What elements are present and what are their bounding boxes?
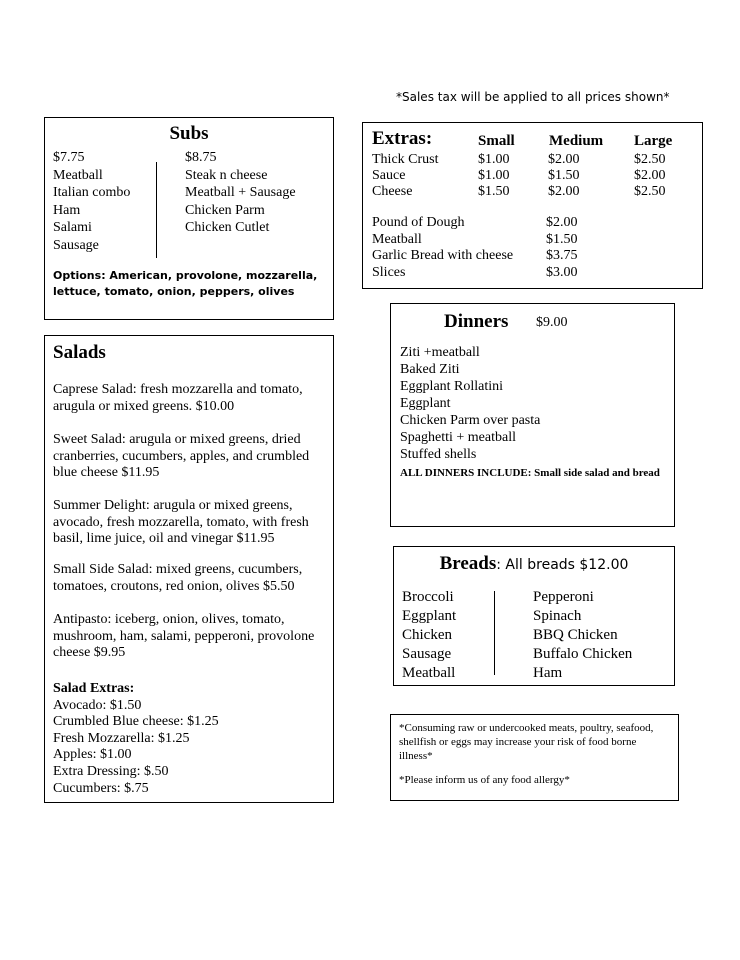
salad-extras-title: Salad Extras: bbox=[53, 681, 135, 696]
salad-extra-item: Crumbled Blue cheese: $1.25 bbox=[53, 714, 219, 730]
extras-row-name: Sauce bbox=[372, 168, 406, 183]
breads-divider bbox=[494, 591, 495, 675]
salad-extra-item: Cucumbers: $.75 bbox=[53, 780, 149, 796]
price: $2.00 bbox=[548, 184, 580, 199]
price: $3.00 bbox=[546, 264, 578, 280]
extras-more-prices bbox=[546, 215, 578, 281]
menu-item: Eggplant bbox=[400, 396, 451, 411]
menu-item: Steak n cheese bbox=[185, 167, 268, 183]
menu-item: Meatball + Sausage bbox=[185, 185, 296, 201]
menu-item: Chicken bbox=[402, 627, 452, 643]
extras-title: Extras: bbox=[372, 128, 433, 149]
menu-item: Baked Ziti bbox=[400, 362, 460, 377]
dinners-note: ALL DINNERS INCLUDE: Small side salad and bread bbox=[400, 467, 660, 479]
extras-item-name: Pound of Dough bbox=[372, 215, 465, 230]
salad-extra-item: Extra Dressing: $.50 bbox=[53, 763, 169, 779]
subs-column-1 bbox=[53, 149, 130, 255]
salad-entry: Sweet Salad: arugula or mixed greens, dried cranberries, cucumbers, apples, and crumbled blue cheese $11.95 bbox=[53, 432, 310, 481]
extras-more-names bbox=[372, 215, 513, 281]
breads-subtitle: : All breads $12.00 bbox=[496, 557, 629, 573]
salad-extra-item: Avocado: $1.50 bbox=[53, 697, 142, 713]
dinners-section bbox=[390, 303, 675, 527]
extras-row-name: Thick Crust bbox=[372, 152, 439, 167]
subs-options: Options: American, provolone, mozzarella, lettuce, tomato, onion, peppers, olives bbox=[53, 269, 318, 298]
price: $1.00 bbox=[478, 152, 510, 167]
menu-item: Spaghetti + meatball bbox=[400, 430, 516, 445]
menu-item: Eggplant Rollatini bbox=[400, 379, 504, 394]
subs-col1-price: $7.75 bbox=[53, 150, 85, 165]
menu-item: Pepperoni bbox=[533, 589, 594, 605]
menu-item: Ham bbox=[533, 665, 563, 681]
salads-section bbox=[44, 335, 334, 803]
menu-item: Meatball bbox=[53, 167, 103, 183]
food-warning-box bbox=[390, 714, 679, 801]
extras-names bbox=[372, 152, 439, 200]
menu-item: Chicken Cutlet bbox=[185, 220, 270, 236]
subs-title: Subs bbox=[169, 123, 209, 144]
extras-header-medium: Medium bbox=[549, 133, 604, 149]
salad-extras bbox=[53, 681, 331, 797]
salad-entry: Antipasto: iceberg, onion, olives, tomato, mushroom, ham, salami, pepperoni, provolone cheese $9.95 bbox=[53, 612, 315, 661]
price: $2.00 bbox=[634, 168, 666, 183]
salad-extra-item: Apples: $1.00 bbox=[53, 747, 132, 763]
extras-item-name: Meatball bbox=[372, 231, 422, 247]
price: $2.50 bbox=[634, 152, 666, 167]
extras-section bbox=[362, 122, 703, 289]
menu-item: BBQ Chicken bbox=[533, 627, 618, 643]
subs-column-2 bbox=[185, 149, 296, 237]
salad-entry: Summer Delight: arugula or mixed greens, avocado, fresh mozzarella, tomato, with fresh basil, lime juice, oil and vinegar $11.95 bbox=[53, 498, 309, 547]
salad-extra-item: Fresh Mozzarella: $1.25 bbox=[53, 730, 190, 746]
breads-section bbox=[393, 546, 675, 686]
menu-item: Chicken Parm bbox=[185, 202, 265, 218]
menu-item: Italian combo bbox=[53, 185, 131, 201]
menu-item: Meatball bbox=[402, 665, 456, 681]
extras-header-large: Large bbox=[634, 133, 673, 149]
price: $1.00 bbox=[478, 168, 510, 183]
menu-item: Chicken Parm over pasta bbox=[400, 413, 541, 428]
price: $2.00 bbox=[548, 152, 580, 167]
menu-item: Broccoli bbox=[402, 589, 454, 605]
price: $3.75 bbox=[546, 248, 578, 264]
price: $2.50 bbox=[634, 184, 666, 199]
menu-item: Stuffed shells bbox=[400, 447, 477, 462]
menu-item: Ziti +meatball bbox=[400, 345, 480, 360]
price: $2.00 bbox=[546, 215, 578, 230]
extras-medium-prices bbox=[548, 152, 580, 200]
sales-tax-note: *Sales tax will be applied to all prices shown* bbox=[396, 90, 670, 104]
raw-food-warning: *Consuming raw or undercooked meats, poultry, seafood, shellfish or eggs may increase your risk of food borne illness* bbox=[399, 722, 654, 762]
breads-heading bbox=[394, 553, 674, 575]
breads-title: Breads bbox=[439, 553, 497, 574]
dinners-title: Dinners bbox=[444, 311, 509, 332]
dinners-price: $9.00 bbox=[536, 315, 568, 330]
menu-item: Ham bbox=[53, 202, 81, 218]
menu-item: Spinach bbox=[533, 608, 582, 624]
extras-item-name: Garlic Bread with cheese bbox=[372, 248, 514, 264]
menu-item: Salami bbox=[53, 220, 92, 236]
extras-large-prices bbox=[634, 152, 666, 200]
dinners-list bbox=[400, 344, 540, 463]
allergy-note: *Please inform us of any food allergy* bbox=[399, 774, 570, 786]
salads-title: Salads bbox=[53, 342, 106, 363]
menu-item: Eggplant bbox=[402, 608, 457, 624]
subs-col2-price: $8.75 bbox=[185, 150, 217, 165]
extras-item-name: Slices bbox=[372, 264, 406, 280]
salad-entry: Small Side Salad: mixed greens, cucumbers, tomatoes, croutons, red onion, olives $5.50 bbox=[53, 562, 303, 594]
menu-item: Buffalo Chicken bbox=[533, 646, 633, 662]
menu-item: Sausage bbox=[402, 646, 452, 662]
price: $1.50 bbox=[546, 231, 578, 247]
extras-header-small: Small bbox=[478, 133, 515, 149]
extras-row-name: Cheese bbox=[372, 184, 413, 199]
price: $1.50 bbox=[548, 168, 580, 183]
salad-entry: Caprese Salad: fresh mozzarella and tomato, arugula or mixed greens. $10.00 bbox=[53, 382, 303, 414]
menu-item: Sausage bbox=[53, 237, 99, 253]
price: $1.50 bbox=[478, 184, 510, 199]
breads-column-2 bbox=[533, 588, 632, 683]
extras-small-prices bbox=[478, 152, 510, 200]
subs-section bbox=[44, 117, 334, 320]
subs-divider bbox=[156, 162, 157, 258]
breads-column-1 bbox=[402, 588, 456, 683]
